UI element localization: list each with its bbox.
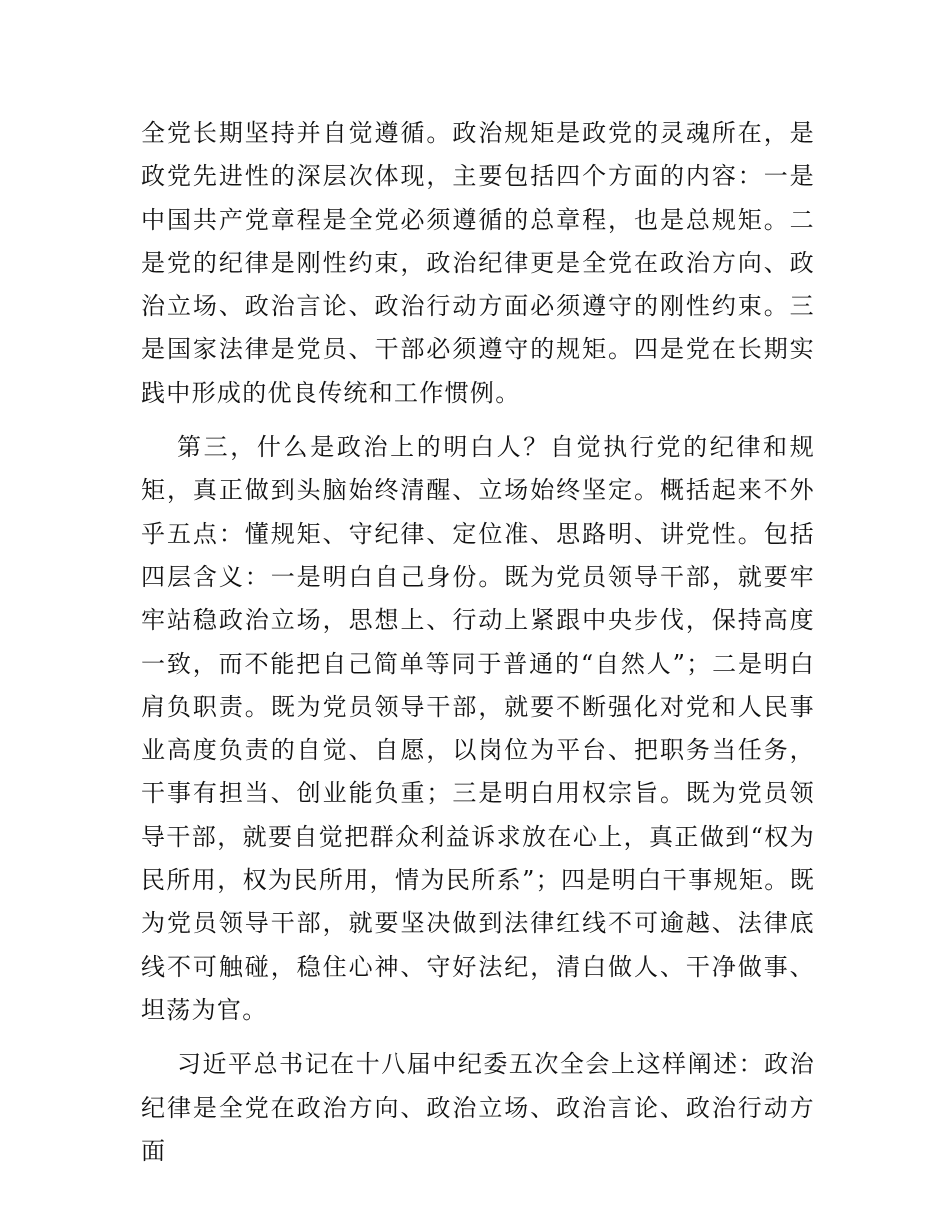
paragraph-third-point: 第三，什么是政治上的明白人？自觉执行党的纪律和规矩，真正做到头脑始终清醒、立场始终坚定。概括起来不外乎五点：懂规矩、守纪律、定位准、思路明、讲党性。包括四层含义：一是明白自己身份。既为党员领导干部，就要牢牢站稳政治立场，思想上、行动上紧跟中央步伐，保持高度一致，而不能把自己简单等同于普通的“自然人”；二是明白肩负职责。既为党员领导干部，就要不断强化对党和人民事业高度负责的自觉、自愿，以岗位为平台、把职务当任务，干事有担当、创业能负重；三是明白用权宗旨。既为党员领导干部，就要自觉把群众利益诉求放在心上，真正做到“权为民所用，权为民所用，情为民所系”；四是明白干事规矩。既为党员领导干部，就要坚决做到法律红线不可逾越、法律底线不可触碰，稳住心神、守好法纪，清白做人、干净做事、坦荡为官。: [141, 433, 815, 1024]
paragraph-xi-quote: 习近平总书记在十八届中纪委五次全会上这样阐述：政治纪律是全党在政治方向、政治立场、政治言论、政治行动方面: [141, 1050, 815, 1165]
paragraph-continuation: 全党长期坚持并自觉遵循。政治规矩是政党的灵魂所在，是政党先进性的深层次体现，主要包括四个方面的内容：一是中国共产党章程是全党必须遵循的总章程，也是总规矩。二是党的纪律是刚性约束，政治纪律更是全党在政治方向、政治立场、政治言论、政治行动方面必须遵守的刚性约束。三是国家法律是党员、干部必须遵守的规矩。四是党在长期实践中形成的优良传统和工作惯例。: [141, 119, 815, 407]
document-body: [141, 112, 815, 1184]
